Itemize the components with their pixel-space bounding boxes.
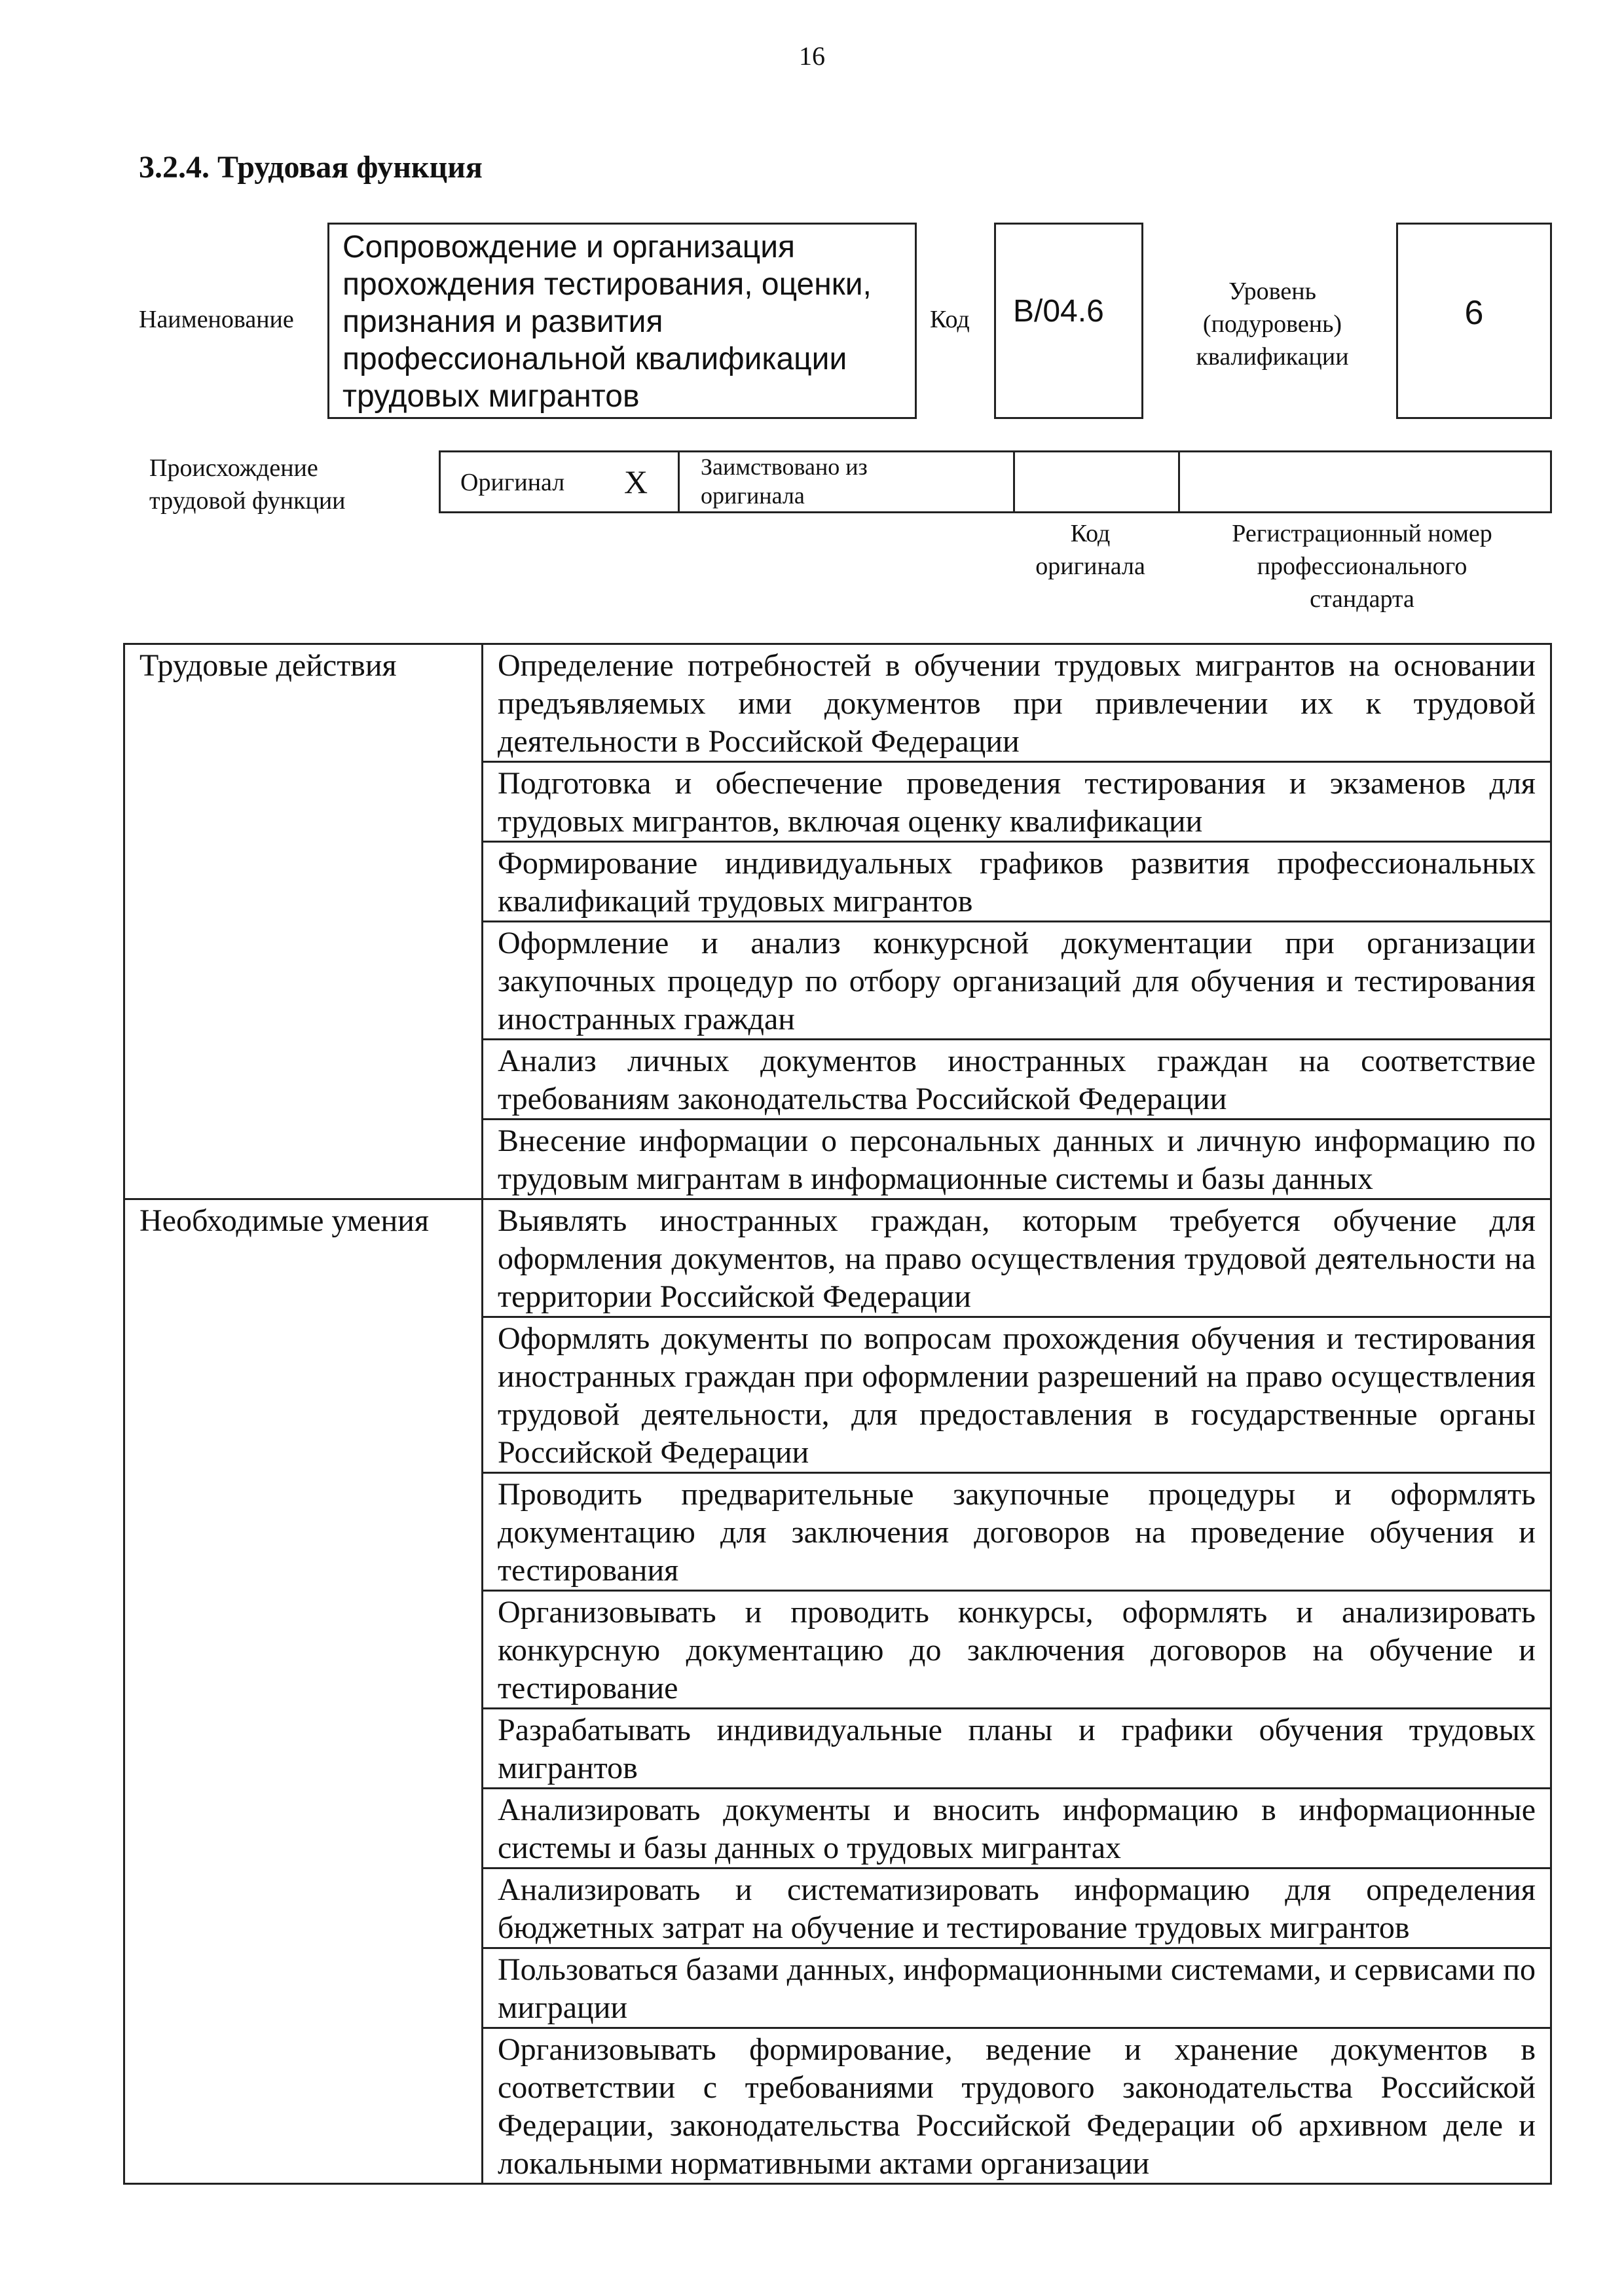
code-original-caption-line2: оригинала	[1035, 553, 1145, 580]
code-original-caption-line1: Код	[1070, 520, 1111, 547]
labor-action-item: Внесение информации о персональных данных и личную информацию по трудовым мигрантам в информационные системы и базы данных	[483, 1120, 1551, 1199]
reg-number-caption-line2: профессионального	[1257, 553, 1467, 580]
skills-header: Необходимые умения	[124, 1199, 483, 2184]
skill-item: Оформлять документы по вопросам прохождения обучения и тестирования иностранных граждан при оформлении разрешений на право осуществления трудовой деятельности, для предоставления в государственные органы Российской Федерации	[483, 1317, 1551, 1473]
labor-action-item: Анализ личных документов иностранных граждан на соответствие требованиям законодательства Российской Федерации	[483, 1040, 1551, 1120]
origin-original-cell	[441, 452, 680, 511]
function-details-table	[123, 643, 1552, 2185]
origin-code-cell	[1015, 452, 1180, 511]
origin-borrowed-line2: оригинала	[701, 483, 805, 509]
level-value: 6	[1464, 294, 1484, 332]
level-label-line3: квалификации	[1196, 343, 1349, 371]
level-label	[1151, 275, 1393, 373]
level-label-line2: (подуровень)	[1202, 310, 1342, 338]
labor-actions-header: Трудовые действия	[124, 644, 483, 1199]
skill-item: Проводить предварительные закупочные процедуры и оформлять документацию для заключения договоров на проведение обучения и тестирования	[483, 1473, 1551, 1591]
table-row	[124, 1199, 1551, 1317]
skill-item: Анализировать и систематизировать информацию для определения бюджетных затрат на обучение и тестирование трудовых мигрантов	[483, 1868, 1551, 1948]
function-name-box	[327, 223, 917, 419]
labor-action-item: Подготовка и обеспечение проведения тестирования и экзаменов для трудовых мигрантов, включая оценку квалификации	[483, 762, 1551, 842]
labor-action-item: Формирование индивидуальных графиков развития профессиональных квалификаций трудовых мигрантов	[483, 842, 1551, 922]
origin-label-line1: Происхождение	[149, 454, 318, 482]
labor-action-item: Оформление и анализ конкурсной документации при организации закупочных процедур по отбору организаций для обучения и тестирования иностранных граждан	[483, 922, 1551, 1040]
origin-label-line2: трудовой функции	[149, 487, 346, 515]
skill-item: Пользоваться базами данных, информационными системами, и сервисами по миграции	[483, 1948, 1551, 2028]
skill-item: Организовывать и проводить конкурсы, оформлять и анализировать конкурсную документацию до заключения договоров на обучение и тестирование	[483, 1591, 1551, 1709]
code-box	[994, 223, 1143, 419]
reg-number-caption-line3: стандарта	[1310, 585, 1414, 613]
code-original-caption	[1008, 517, 1172, 583]
table-row	[124, 644, 1551, 762]
origin-original-label: Оригинал	[460, 469, 565, 496]
page-number: 16	[799, 41, 825, 71]
function-name-value: Сопровождение и организация прохождения тестирования, оценки, признания и развития профессиональной квалификации трудовых мигрантов	[342, 230, 872, 414]
origin-reg-number-cell	[1180, 452, 1550, 511]
reg-number-caption	[1179, 517, 1545, 615]
name-label: Наименование	[139, 306, 294, 333]
skill-item: Анализировать документы и вносить информацию в информационные системы и базы данных о трудовых мигрантах	[483, 1789, 1551, 1868]
level-box	[1396, 223, 1552, 419]
origin-label	[149, 452, 346, 517]
code-value: B/04.6	[1013, 294, 1104, 329]
level-label-line1: Уровень	[1228, 278, 1316, 305]
origin-table	[439, 450, 1552, 513]
skill-item: Выявлять иностранных граждан, которым требуется обучение для оформления документов, на право осуществления трудовой деятельности на территории Российской Федерации	[483, 1199, 1551, 1317]
origin-borrowed-line1: Заимствовано из	[701, 454, 868, 480]
section-title: 3.2.4. Трудовая функция	[139, 150, 483, 185]
code-label: Код	[930, 306, 970, 333]
skill-item: Разрабатывать индивидуальные планы и графики обучения трудовых мигрантов	[483, 1709, 1551, 1789]
skill-item: Организовывать формирование, ведение и хранение документов в соответствии с требованиями трудового законодательства Российской Федерации, законодательства Российской Федерации об архивном деле и локальными нормативными актами организации	[483, 2028, 1551, 2184]
origin-borrowed-cell	[680, 452, 1015, 511]
origin-original-mark: X	[624, 464, 648, 500]
labor-action-item: Определение потребностей в обучении трудовых мигрантов на основании предъявляемых ими документов при привлечении их к трудовой деятельности в Российской Федерации	[483, 644, 1551, 762]
reg-number-caption-line1: Регистрационный номер	[1232, 520, 1492, 547]
